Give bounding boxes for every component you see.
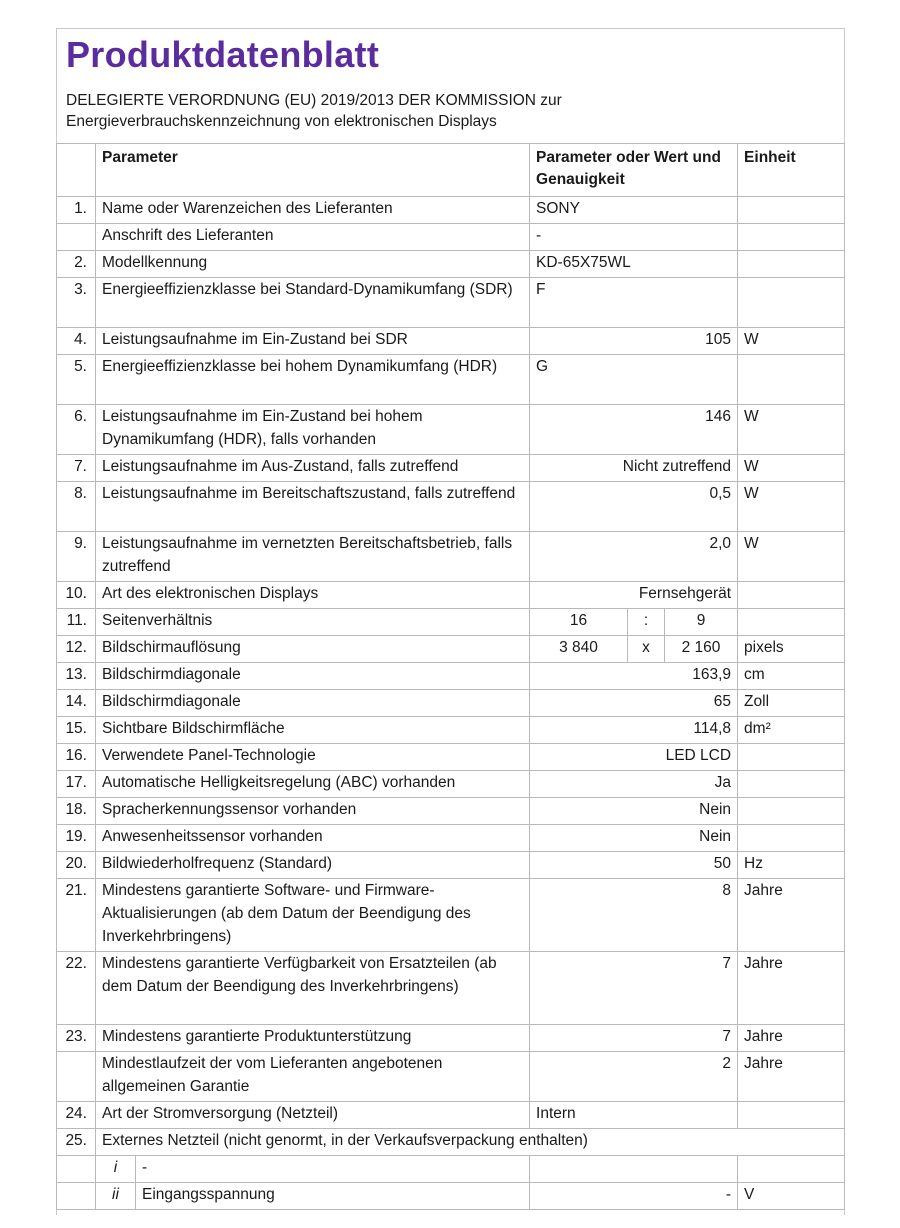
row-parameter: Energieeffizienzklasse bei Standard-Dynamikumfang (SDR) bbox=[96, 278, 530, 328]
row-parameter: Verwendete Panel-Technologie bbox=[96, 744, 530, 771]
row-value: LED LCD bbox=[530, 744, 738, 771]
row-number: 8. bbox=[57, 482, 96, 532]
row-unit bbox=[738, 1102, 845, 1129]
row-value: 2 bbox=[530, 1052, 738, 1102]
header-parameter: Parameter bbox=[96, 144, 530, 197]
row-parameter: Bildschirmdiagonale bbox=[96, 663, 530, 690]
table-row bbox=[57, 744, 845, 771]
row-parameter: Leistungsaufnahme im vernetzten Bereitschaftsbetrieb, falls zutreffend bbox=[96, 532, 530, 582]
row-number: 6. bbox=[57, 405, 96, 455]
row-number: 12. bbox=[57, 636, 96, 663]
table-row bbox=[57, 278, 845, 328]
subtitle-line-1: DELEGIERTE VERORDNUNG (EU) 2019/2013 DER KOMMISSION zur bbox=[66, 92, 562, 109]
row-number: 5. bbox=[57, 355, 96, 405]
row-value: 163,9 bbox=[530, 663, 738, 690]
row-unit bbox=[738, 798, 845, 825]
row-number: 13. bbox=[57, 663, 96, 690]
row-unit bbox=[738, 582, 845, 609]
row-parameter: Leistungsaufnahme im Ein-Zustand bei hohem Dynamikumfang (HDR), falls vorhanden bbox=[96, 405, 530, 455]
row-parameter: Externes Netzteil (nicht genormt, in der Verkaufsverpackung enthalten) bbox=[96, 1129, 845, 1156]
table-row bbox=[57, 1156, 845, 1183]
resolution-separator: x bbox=[628, 636, 665, 663]
table-row bbox=[57, 582, 845, 609]
row-number: 11. bbox=[57, 609, 96, 636]
row-parameter: Mindestens garantierte Software- und Firmware-Aktualisierungen (ab dem Datum der Beendigung des Inverkehrbringens) bbox=[96, 879, 530, 952]
row-number: 15. bbox=[57, 717, 96, 744]
table-row bbox=[57, 771, 845, 798]
table-row bbox=[57, 224, 845, 251]
row-number: 20. bbox=[57, 852, 96, 879]
table-row bbox=[57, 852, 845, 879]
row-value: Nein bbox=[530, 798, 738, 825]
table-row bbox=[57, 952, 845, 1025]
table-row bbox=[57, 251, 845, 278]
row-parameter: - bbox=[136, 1156, 530, 1183]
row-value: 114,8 bbox=[530, 717, 738, 744]
row-number: 19. bbox=[57, 825, 96, 852]
table-row bbox=[57, 532, 845, 582]
table-row bbox=[57, 1025, 845, 1052]
row-unit: W bbox=[738, 405, 845, 455]
row-number bbox=[57, 1183, 96, 1210]
row-unit bbox=[738, 1156, 845, 1183]
row-value: 8 bbox=[530, 879, 738, 952]
row-parameter: Mindestens garantierte Produktunterstützung bbox=[96, 1025, 530, 1052]
page-title: Produktdatenblatt bbox=[66, 34, 380, 75]
row-number: 25. bbox=[57, 1129, 96, 1156]
row-unit bbox=[738, 825, 845, 852]
row-number bbox=[57, 224, 96, 251]
table-row bbox=[57, 1052, 845, 1102]
row-parameter: Leistungsaufnahme im Ein-Zustand bei SDR bbox=[96, 328, 530, 355]
row-number: 21. bbox=[57, 879, 96, 952]
table-row bbox=[57, 609, 845, 636]
aspect-separator: : bbox=[628, 609, 665, 636]
row-number: 22. bbox=[57, 952, 96, 1025]
table-row bbox=[57, 1183, 845, 1210]
row-value: SONY bbox=[530, 197, 738, 224]
row-unit: Jahre bbox=[738, 879, 845, 952]
row-unit: pixels bbox=[738, 636, 845, 663]
row-unit: W bbox=[738, 328, 845, 355]
row-unit bbox=[738, 744, 845, 771]
row-value: 146 bbox=[530, 405, 738, 455]
table-row bbox=[57, 482, 845, 532]
row-parameter: Anschrift des Lieferanten bbox=[96, 224, 530, 251]
row-value: Intern bbox=[530, 1102, 738, 1129]
row-value: 105 bbox=[530, 328, 738, 355]
row-value: Nicht zutreffend bbox=[530, 455, 738, 482]
table-row bbox=[57, 405, 845, 455]
aspect-height: 9 bbox=[665, 609, 738, 636]
resolution-height: 2 160 bbox=[665, 636, 738, 663]
row-unit bbox=[738, 771, 845, 798]
row-value: G bbox=[530, 355, 738, 405]
row-unit: W bbox=[738, 455, 845, 482]
row-unit bbox=[738, 197, 845, 224]
row-unit bbox=[738, 278, 845, 328]
row-parameter: Name oder Warenzeichen des Lieferanten bbox=[96, 197, 530, 224]
row-unit bbox=[738, 609, 845, 636]
row-value: Ja bbox=[530, 771, 738, 798]
table-row bbox=[57, 879, 845, 952]
row-number: 23. bbox=[57, 1025, 96, 1052]
row-parameter: Art des elektronischen Displays bbox=[96, 582, 530, 609]
row-parameter: Anwesenheitssensor vorhanden bbox=[96, 825, 530, 852]
row-parameter: Leistungsaufnahme im Aus-Zustand, falls zutreffend bbox=[96, 455, 530, 482]
row-number: 18. bbox=[57, 798, 96, 825]
table-row bbox=[57, 825, 845, 852]
row-value: Nein bbox=[530, 825, 738, 852]
row-parameter: Seitenverhältnis bbox=[96, 609, 530, 636]
row-value: 7 bbox=[530, 1025, 738, 1052]
row-parameter: Mindestlaufzeit der vom Lieferanten angebotenen allgemeinen Garantie bbox=[96, 1052, 530, 1102]
row-value: 0,5 bbox=[530, 482, 738, 532]
row-unit: Hz bbox=[738, 852, 845, 879]
table-row bbox=[57, 197, 845, 224]
header-unit: Einheit bbox=[738, 144, 845, 197]
row-number: 14. bbox=[57, 690, 96, 717]
row-value: Fernsehgerät bbox=[530, 582, 738, 609]
row-value: F bbox=[530, 278, 738, 328]
row-unit: Zoll bbox=[738, 690, 845, 717]
table-header-row bbox=[57, 144, 845, 197]
row-parameter: Art der Stromversorgung (Netzteil) bbox=[96, 1102, 530, 1129]
subtitle-line-2: Energieverbrauchskennzeichnung von elektronischen Displays bbox=[66, 113, 497, 130]
table-row bbox=[57, 1129, 845, 1156]
row-number: 3. bbox=[57, 278, 96, 328]
sub-item-marker: ii bbox=[96, 1183, 136, 1210]
row-parameter: Energieeffizienzklasse bei hohem Dynamikumfang (HDR) bbox=[96, 355, 530, 405]
row-parameter: Bildschirmdiagonale bbox=[96, 690, 530, 717]
row-parameter: Eingangsspannung bbox=[136, 1183, 530, 1210]
row-number: 16. bbox=[57, 744, 96, 771]
row-number bbox=[57, 1052, 96, 1102]
row-value: 65 bbox=[530, 690, 738, 717]
row-unit: W bbox=[738, 532, 845, 582]
row-parameter: Sichtbare Bildschirmfläche bbox=[96, 717, 530, 744]
row-unit bbox=[738, 251, 845, 278]
row-number: 9. bbox=[57, 532, 96, 582]
row-value: 50 bbox=[530, 852, 738, 879]
row-parameter: Modellkennung bbox=[96, 251, 530, 278]
resolution-width: 3 840 bbox=[530, 636, 628, 663]
row-parameter: Automatische Helligkeitsregelung (ABC) vorhanden bbox=[96, 771, 530, 798]
table-row bbox=[57, 1102, 845, 1129]
row-value: KD-65X75WL bbox=[530, 251, 738, 278]
regulation-subtitle bbox=[66, 90, 766, 132]
row-unit bbox=[738, 224, 845, 251]
row-number: 7. bbox=[57, 455, 96, 482]
row-value: 7 bbox=[530, 952, 738, 1025]
table-row bbox=[57, 690, 845, 717]
row-value: 2,0 bbox=[530, 532, 738, 582]
table-row bbox=[57, 328, 845, 355]
row-parameter: Spracherkennungssensor vorhanden bbox=[96, 798, 530, 825]
header-num-cell bbox=[57, 144, 96, 197]
row-value bbox=[530, 1156, 738, 1183]
row-value: - bbox=[530, 1183, 738, 1210]
row-parameter: Bildschirmauflösung bbox=[96, 636, 530, 663]
table-row bbox=[57, 798, 845, 825]
row-number: 24. bbox=[57, 1102, 96, 1129]
header-value: Parameter oder Wert und Genauigkeit bbox=[530, 144, 738, 197]
row-parameter: Bildwiederholfrequenz (Standard) bbox=[96, 852, 530, 879]
row-unit: V bbox=[738, 1183, 845, 1210]
table-row bbox=[57, 717, 845, 744]
row-number bbox=[57, 1156, 96, 1183]
row-parameter: Leistungsaufnahme im Bereitschaftszustand, falls zutreffend bbox=[96, 482, 530, 532]
row-number: 2. bbox=[57, 251, 96, 278]
table-row bbox=[57, 455, 845, 482]
row-number: 17. bbox=[57, 771, 96, 798]
row-value: - bbox=[530, 224, 738, 251]
product-data-table bbox=[56, 143, 845, 1210]
row-unit: cm bbox=[738, 663, 845, 690]
aspect-width: 16 bbox=[530, 609, 628, 636]
row-unit bbox=[738, 355, 845, 405]
table-row bbox=[57, 636, 845, 663]
row-unit: Jahre bbox=[738, 952, 845, 1025]
row-unit: W bbox=[738, 482, 845, 532]
row-number: 4. bbox=[57, 328, 96, 355]
row-number: 1. bbox=[57, 197, 96, 224]
table-row bbox=[57, 355, 845, 405]
sub-item-marker: i bbox=[96, 1156, 136, 1183]
row-unit: Jahre bbox=[738, 1052, 845, 1102]
row-number: 10. bbox=[57, 582, 96, 609]
row-parameter: Mindestens garantierte Verfügbarkeit von Ersatzteilen (ab dem Datum der Beendigung des Inverkehrbringens) bbox=[96, 952, 530, 1025]
row-unit: dm² bbox=[738, 717, 845, 744]
table-row bbox=[57, 663, 845, 690]
row-unit: Jahre bbox=[738, 1025, 845, 1052]
